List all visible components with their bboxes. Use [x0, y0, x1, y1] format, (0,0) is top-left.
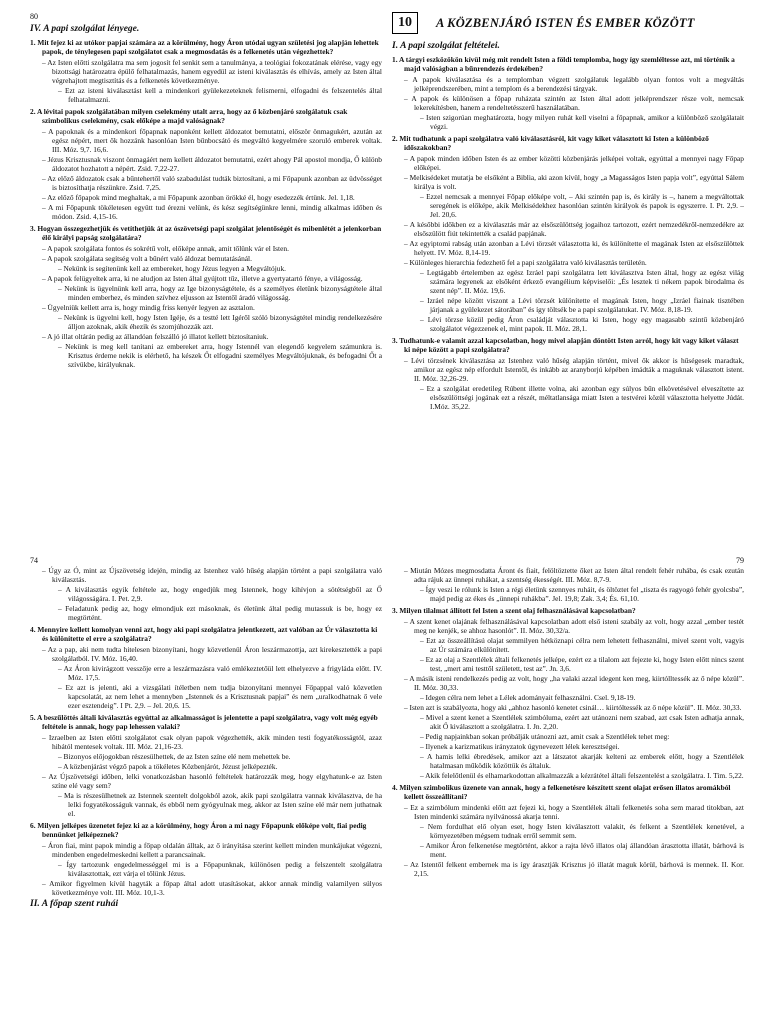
question: 2. A lévitai papok szolgálatában milyen cselekmény utalt arra, hogy az ő közbenjáró szolgálatuk csak szimbolikus cselekmény, csak előképe a majd valóságnak? — [30, 107, 348, 125]
sub-point: – Nekünk is meg kell tanítani az embereket arra, hogy Istennél van elegendő kegyelem számunkra is. Krisztus érdeme nekik is elérhető, ha készek Őt elfogadni személyes Megváltójuknak, és befogadni Őt a szívükbe, királyuknak. — [58, 342, 382, 369]
answer-point: – Az Újszövetségi időben, lelki vonatkozásban hasonló feltételek határozzák meg, hogy elgyhatunk-e az Isten színe elé vagy sem? — [42, 772, 382, 790]
answer-point: – A papoknak és a mindenkori főpapnak naponként kellett áldozatot bemutatni, először önmagukért, azután az egész népért, mert ők hozzánk hasonlóan Isten bűnbocsátó és megváltó kegyelmére szoruló emberek voltak. III. Móz. 9,7. 16,6. — [42, 127, 382, 154]
sub-point: – Ma is részesülhetnek az Istennek szentelt dolgokból azok, akik papi szolgálatra vannak kiválasztva, de ha lelki fogyatékosságuk vannak, és ebből nem gyógyulnak meg, akkor az Isten színe elé már nem juthatnak el. — [58, 791, 382, 818]
answer-point: – Melkisédeket mutatja be elsőként a Biblia, aki azon kívül, hogy „a Magasságos Isten papja volt”, egyúttal Sálem királya is volt. — [404, 173, 744, 191]
question: 3. Hogyan összegezhetjük és vetíthetjük át az ószövetségi papi szolgálat jelentőségét és mibenlétét a jelenkorban élő királyi papság szolgálatára? — [30, 224, 382, 242]
question: 2. Mit tudhatunk a papi szolgálatra való kiválasztásról, kit vagy kiket választott ki Isten a különböző időszakokban? — [392, 134, 709, 152]
answer-point: – Jézus Krisztusnak viszont önmagáért nem kellett áldozatot bemutatni, ezért ahogy Pál apostol mondja, Ő különb áldozatot hozhatott a népért. Zsid. 7,22-27. — [42, 155, 382, 173]
answer-point: – A későbbi időkben ez a kiválasztás már az elsőszülöttség jogaihoz tartozott, ezért nemzedékről-nemzedékre az elsőszülött fiút tekintették a család papjának. — [404, 220, 744, 238]
sub-point: – Idegen célra nem lehet a Lélek adományait felhasználni. Csel. 9,18-19. — [420, 693, 636, 702]
answer-point: – A papok szolgálata fontos és sokrétű volt, előképe annak, amit tőlünk vár el Isten. — [42, 244, 289, 253]
question: 3. Tudhatunk-e valamit azzal kapcsolatban, hogy mivel alapján döntött Isten arról, hogy kit vagy kiket választ ki népe között a papi szolgálatra? — [392, 336, 739, 354]
answer-point: – Ügyelniük kellett arra is, hogy mindig friss kenyér legyen az asztalon. — [42, 303, 255, 312]
answer-point: – A szent kenet olajának felhasználásával kapcsolatban adott első isteni szabály az volt, hogy azzal „ember testét meg ne kenjék, se ahhoz hasonlót”. II. Móz. 30,32/a. — [404, 617, 744, 635]
answer-point: – Lévi törzsének kiválasztása az Istenhez való hűség alapján történt, mivel ők akkor is hűségesek maradtak, amikor az egész nép elfordult Istentől, és inkább az aranyborjú képében imádták a maguknak választott istent. II. Móz. 32,26-29. — [404, 356, 744, 383]
page-number: 80 — [30, 12, 38, 21]
section-heading: IV. A papi szolgálat lényege. — [30, 24, 140, 34]
sub-point: – Ezt az összeállítású olajat semmilyen hétköznapi célra nem lehetett felhasználni, mivel szent volt, vagyis az Úr számára elkülönített. — [420, 636, 744, 654]
sub-point: – Isten szigorúan meghatározta, hogy milyen ruhát kell viselni a főpapnak, amikor a különböző szolgálatait végzi. — [420, 113, 744, 131]
question: 4. Milyen szimbolikus üzenete van annak, hogy a felkenetésre készített szent olajat erősen illatos aromákból kellett összeállítani? — [392, 783, 731, 801]
answer-point: – A papok kiválasztása és a templomban végzett szolgálatuk legalább olyan fontos volt a megváltás jelképrendszerében, mint a templom és a berendezési tárgyak. — [404, 75, 744, 93]
question: 4. Mennyire kellett komolyan venni azt, hogy aki papi szolgálatra jelentkezett, azt valóban az Úr választotta ki és különítette el erre a szolgálatra? — [30, 625, 378, 643]
answer-point: – Izraelben az Isten előtti szolgálatot csak olyan papok végezhették, akik minden testi fogyatékosságtól, azaz hibától mentesek voltak. III. Móz. 21,16-23. — [42, 733, 382, 751]
question: 6. Milyen jelképes üzenetet fejez ki az a körülmény, hogy Áron a mi nagy Főpapunk előképe volt, fiai pedig bennünket jelképeznek? — [30, 821, 367, 839]
answer-point: – Ez a szimbólum mindenki előtt azt fejezi ki, hogy a Szentlélek általi felkenetés soha sem marad titokban, azt Isten mindenki számára nyilvánossá akarja tenni. — [404, 803, 744, 821]
question: 1. Mit fejez ki az utókor papjai számára az a körülmény, hogy Áron utódai ugyan születési jog alapján lehettek papok, de ténylegesen papi szolgálatot csak a megmosdatás és a felkenetés után végezhettek? — [30, 38, 379, 56]
answer-point: – Az Isten előtti szolgálatra ma sem jogosít fel senkit sem a tanulmánya, a teológiai fokozatának elérése, vagy egy bizottsági határozatra épülő felhatalmazás, hanem egyedül az isteni kiválasztás és elhívás, amely az Isten által végrehajtott megtisztítás és a felkenetés következménye. — [42, 58, 382, 85]
sub-point: – Nekünk is ügyelnünk kell arra, hogy az Ige bizonyságtétele, és a személyes életünk bizonyságtétele által minden emberhez, és minden szívhez eljusson az Istentől áradó világosság. — [58, 284, 382, 302]
answer-point: – Az Istentől felkent embernek ma is így árasztják Krisztus jó illatát maguk körül, bárhová is mennek. II. Kor. 2,15. — [404, 860, 744, 878]
question: 5. A beszűlöttés általi kiválasztás egyúttal az alkalmasságot is jelentette a papi szolgálatra, vagy volt még egyéb feltétele is annak, hogy pap lehessen valaki? — [30, 713, 378, 731]
chapter-header — [392, 12, 744, 34]
chapter-title: A KÖZBENJÁRÓ ISTEN ÉS EMBER KÖZÖTT — [436, 15, 695, 30]
qa-list — [30, 38, 382, 369]
sub-point: – Amikor Áron felkenetése megtörtént, akkor a rajta lévő illatos olaj állandóan árasztotta illatát, bárhová is ment. — [420, 841, 744, 859]
page-chapter-10 — [392, 12, 744, 536]
sub-point: – Ilyenek a karizmatikus irányzatok úgynevezett lélek keresztségei. — [420, 742, 620, 751]
sub-point: – Így tartozunk engedelmességgel mi is a Főpapunknak, különösen pedig a felszentelt szolgálatra kiválasztottak, ezt várja el tőlünk Jézus. — [58, 860, 382, 878]
sub-point: – Ez a szolgálat eredetileg Rúbent illette volna, aki azonban egy súlyos bűn elkövetésével elveszítette az elsőszülöttségi jogának ezt a részét, méltatlanságа miatt Isten a testvérei közül választotta helyette Júdát. I.Móz. 35,22. — [420, 384, 744, 411]
sub-point: – Mivel a szent kenet a Szentlélek szimbóluma, ezért azt utánozni nem szabad, azt csak Isten adhatja annak, akit Ő kiválasztott a szolgálatra. I. Jn. 2,20. — [420, 713, 744, 731]
sub-point: – Legtágabb értelemben az egész Izráel papi szolgálatra lett kiválasztva Isten által, hogy az egész világ számára legyenek az elsőként érkező evangélium képviselői: „És lesztek ti nékem papok birodalma és szent nép”. II. Móz. 19,6. — [420, 268, 744, 295]
page-number: 74 — [30, 556, 38, 565]
sub-point: – Ez azt is jelenti, aki a vizsgálati ítéletben nem tudja bizonyítani mennyei Főpappal való közvetlen kapcsolatát, az nem lehet a mennyben „Istennek és a Krisztusnak papjai” és nem „uralkodhatnak ő vele ezer esztendeig”. I Pt. 2,9. – Jel. 20,6. 15. — [58, 683, 382, 710]
answer-point: – Az előző főpapok mind meghaltak, a mi Főpapunk azonban örökké él, hogy esedezzék értünk. Jel. 1,18. — [42, 193, 355, 202]
answer-point: – A papok minden időben Isten és az ember közötti közbenjárás jelképei voltak, egyúttal a mennyei nagy Főpap előképei. — [404, 154, 744, 172]
sub-point: – Feladatunk pedig az, hogy elmondjuk ezt másoknak, és életünk által pedig mutassuk is be, hogy ez megtörtént. — [58, 604, 382, 622]
sub-point: – Ez az olaj a Szentlélek általi felkenetés jelképe, ezért ez a tilalom azt fejezte ki, hogy Isten előtt nincs szent test, „mert ami testtől született, test az”. Jn. 3,6. — [420, 655, 744, 673]
answer-point: – Különleges hierarchia fedezhető fel a papi szolgálatra való kiválasztás területén. — [404, 258, 647, 267]
answer-point: – Miután Mózes megmosdatta Áront és fiait, felöltöztette őket az Isten által rendelt fehér ruhába, és csak ezután adta rájuk az ünnepi ruhákat, a szentség ékességét. III. Móz. 8,7-9. — [404, 566, 744, 584]
question: 1. A tárgyi eszközökön kívül még mit rendelt Isten a földi templomba, hogy így szemléltesse azt, mi történik a majd valóságban a bűnrendezés érdekében? — [392, 55, 735, 73]
answer-point: – Az előző áldozatok csak a bűntehertől való szabadulást tudták biztosítani, a mi Főpapunk azonban az üdvösséget is biztosíthatja részünkre. Zsid. 7,25. — [42, 174, 382, 192]
sub-point: – Pedig napjainkban sokan próbálják utánozni azt, amit csak a Szentlélek tehet meg: — [420, 732, 670, 741]
answer-point: – A papok és különösen a főpap ruházata szintén az Isten által adott jelképrendszer része volt, nemcsak lekerekítésben, hanem a rendeltetésszerű használatában. — [404, 94, 744, 112]
sub-point: – A hamis lelki ébredések, amikor azt a látszatot akarják kelteni az emberek előtt, hogy a Szentlélek hatalmasan működik közöttük és általuk. — [420, 752, 744, 770]
chapter-number: 10 — [392, 12, 418, 34]
answer-point: – A papok szolgálata segítség volt a bűnért való áldozat bemutatásánál. — [42, 254, 252, 263]
sub-point: – Nem fordulhat elő olyan eset, hogy Isten kiválasztott valakit, és felkent a Szentlélek kenetével, a környezetében mégsem tudnak erről semmit sem. — [420, 822, 744, 840]
sub-point: – Így veszi le rólunk is Isten a régi életünk szennyes ruháit, és öltöztet fel „tiszta és ragyogó fehér gyolcsba”, majd pedig az ékes és „ünnepi ruhákba”. Jel. 19,8; Zak. 3,4; És. 61,10. — [420, 585, 744, 603]
sub-point: – A közbenjárást végző papok a tökéletes Közbenjárót, Jézust jelképezték. — [58, 762, 278, 771]
question: 3. Milyen tilalmat állított fel Isten a szent olaj felhasználásával kapcsolatban? — [392, 606, 636, 615]
answer-point: – A másik isteni rendelkezés pedig az volt, hogy „ha valaki azzal idegent ken meg, kiirtólltessék az ő népe közül”. II. Móz. 30,33. — [404, 674, 744, 692]
answer-point: – Isten azt is szabályozta, hogy aki „ahhoz hasonló kenetet csinál… kiirtóltessék az ő népe közül”. II. Móz. 30,33. — [404, 703, 742, 712]
sub-point: – Az Áron kivirágzott vesszője erre a leszármazásra való emlékeztetőül lett elhelyezve a frigyláda előtt. IV. Móz. 17,5. — [58, 664, 382, 682]
sub-point: – A kiválasztás egyik feltétele az, hogy engedjük meg Istennek, hogy kihívjon a sötétségből az Ő világosságára. I. Pet. 2,9. — [58, 585, 382, 603]
sub-point: – Izráel népe között viszont a Lévi törzsét különítette el magának Isten, hogy „Izráel fiainak tisztében járjanak a gyülekezet sátorában” és így töltsék be a papi szolgálatukat. IV. Móz. 8,18-19. — [420, 296, 744, 314]
answer-point: – Az a pap, aki nem tudta hitelesen bizonyítani, hogy közvetlenül Áron leszármazottja, azt kirekesztették a papi szolgálatból. IV. Móz. 16,40. — [42, 645, 382, 663]
section-heading: I. A papi szolgálat feltételei. — [392, 41, 500, 51]
page-80 — [30, 12, 382, 536]
page-79 — [392, 556, 744, 1024]
sub-point: – Akik felelőtlenül és elhamarkodottan alkalmazzák a kézrátétel általi felszentelést a szolgálatra. I. Tim. 5,22. — [420, 771, 744, 780]
answer-point: – Az egyiptomi rabság után azonban a Lévi törzsét választotta ki, és különítette el magának Isten az elsőszülöttek helyett. IV. Móz. 8,14-19. — [404, 239, 744, 257]
answer-point: – Áron fiai, mint papok mindig a főpap oldalán álltak, az ő irányítása szerint kellett minden munkájukat végezni, mindenben engedelmeskedni kellett a parancsainak. — [42, 841, 382, 859]
page-number: 79 — [736, 556, 744, 565]
answer-point: – A papok felügyeltek arra, ki ne aludjon az Isten által gyújtott tűz, illetve a gyertyatartó fénye, a világosság. — [42, 274, 363, 283]
sub-point: – Ezzel nemcsak a mennyei Főpap előképe volt, – Aki szintén pap is, és király is –, hanem a megváltottak seregének is előképe, akik Melkisédekhez hasonlóan szintén királyok és papok is egyszerre. I. Pt. 2,9. – Jel. 20,6. — [420, 192, 744, 219]
answer-point: – Amikor figyelmen kívül hagyták a főpap által adott utasításokat, akkor annak mindig valamilyen súlyos következménye volt. III. Móz. 10,1-3. — [42, 879, 382, 897]
sub-point: – Ezt az isteni kiválasztást kell a mindenkori gyülekezeteknek felismerni, elfogadni és felszentelés által felhatalmazni. — [58, 86, 382, 104]
sub-point: – Lévi törzse közül pedig Áron családját választotta ki Isten, hogy egy magasabb szintű közbenjáró szolgálatot végezzenek el, mint papok. II. Móz. 28,1. — [420, 315, 744, 333]
page-74 — [30, 556, 382, 1024]
qa-list — [30, 566, 382, 897]
answer-point: – Úgy az Ó, mint az Újszövetség idején, mindig az Istenhez való hűség alapján történt a papi szolgálatra való kiválasztás. — [42, 566, 382, 584]
sub-point: – Bizonyos előjogokban részesülhettek, de az Isten színe elé nem mehettek be. — [58, 752, 291, 761]
answer-point: – A mi Főpapunk tökéletesen együtt tud érezni velünk, és kész segítségünkre lenni, mindig alkalmas időben és módon. Zsid. 4,15-16. — [42, 203, 382, 221]
sub-point: – Nekünk is ügyelni kell, hogy Isten Igéje, és a testté lett Igéről szóló bizonyságtétel mindig rendelkezésére álljon azoknak, akik éhezik és szomjúhozzák azt. — [58, 313, 382, 331]
qa-list — [392, 55, 744, 411]
sub-point: – Nekünk is segítenünk kell az embereket, hogy Jézus legyen a Megváltójuk. — [58, 264, 287, 273]
qa-list — [392, 566, 744, 878]
section-heading: II. A főpap szent ruhái — [30, 899, 119, 909]
answer-point: – A jó illat oltárán pedig az állandóan felszálló jó illatot kellett biztosítaniuk. — [42, 332, 269, 341]
